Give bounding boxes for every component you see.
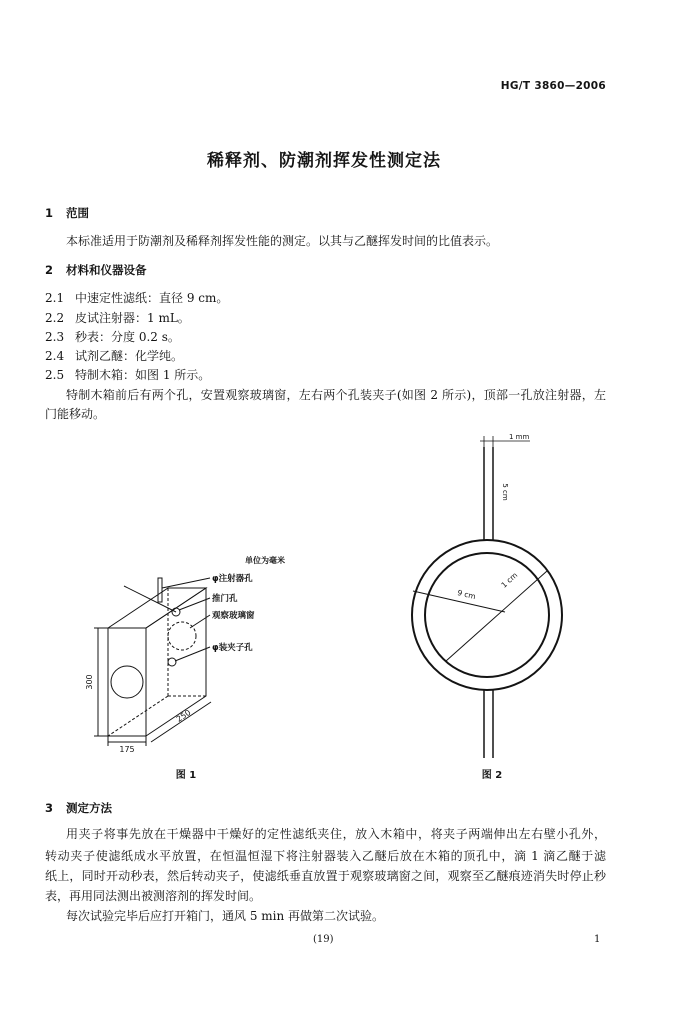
label-clamp-hole: φ装夹子孔 [212, 643, 253, 653]
item-text: 中速定性滤纸：直径 9 cm。 [75, 291, 229, 305]
ring-inner [425, 553, 549, 677]
section-number: 3 [45, 801, 54, 815]
figures [60, 425, 640, 790]
section-2-heading [45, 261, 147, 279]
section-title: 材料和仪器设备 [66, 263, 147, 277]
section-title: 范围 [66, 206, 89, 220]
item-number: 2.4 [45, 349, 65, 363]
leader-line [190, 615, 210, 628]
figure-1 [94, 578, 211, 746]
figure-1-caption: 图 1 [175, 770, 197, 781]
paragraph-line: 用夹子将事先放在干燥器中干燥好的定性滤纸夹住，放入木箱中，将夹子两端伸出左右壁小孔外， [66, 827, 606, 841]
section-3-heading [45, 799, 112, 817]
front-window-circle [111, 666, 143, 698]
item-text: 秒表：分度 0.2 s。 [75, 330, 180, 344]
syringe-shape [158, 578, 162, 602]
figure-1-text [85, 555, 285, 781]
section-number: 2 [45, 263, 54, 277]
leader-line [175, 647, 210, 661]
clamp-hole-circle [168, 658, 176, 666]
item-text: 试剂乙醚：化学纯。 [75, 349, 184, 363]
list-item [45, 289, 228, 307]
paragraph-line: 转动夹子使滤纸成水平放置，在恒温恒湿下将注射器装入乙醚后放在木箱的顶孔中，滴 1 滴乙醚于滤 [45, 849, 606, 863]
list-item [45, 347, 183, 365]
dimension-ring-label: 1 cm [499, 570, 520, 590]
item-text: 特制木箱：如图 1 所示。 [75, 368, 211, 382]
label-window: 观察玻璃窗 [212, 611, 255, 621]
leader-line [162, 578, 210, 588]
item-number: 2.5 [45, 368, 65, 382]
section-3-paragraph-2: 每次试验完毕后应打开箱门，通风 5 min 再做第二次试验。 [66, 909, 385, 923]
paragraph-line: 特制木箱前后有两个孔，安置观察玻璃窗，左右两个孔装夹子(如图 2 所示)，顶部一孔放注射器，左 [66, 388, 606, 402]
page-title: 稀释剂、防潮剂挥发性测定法 [207, 151, 441, 171]
dimension-height-label: 300 [85, 674, 94, 690]
dimension-line-ring [446, 571, 547, 661]
section-1-paragraph: 本标准适用于防潮剂及稀释剂挥发性能的测定。以其与乙醚挥发时间的比值表示。 [66, 234, 499, 248]
label-door-hole: 推门孔 [212, 594, 238, 604]
paragraph-line: 纸上，同时开动秒表，然后转动夹子，使滤纸垂直放置于观察玻璃窗之间，观察至乙醚痕迹消失时停止秒 [45, 869, 606, 883]
label-syringe-hole: φ注射器孔 [212, 574, 253, 584]
leader-line [179, 598, 210, 610]
box-top-face [108, 588, 206, 628]
item-text: 皮试注射器：1 mL。 [75, 311, 190, 325]
box-hidden-edge [108, 696, 168, 736]
figure-2-caption: 图 2 [481, 770, 503, 781]
standard-code: HG/T 3860—2006 [500, 80, 606, 92]
list-item [45, 328, 180, 346]
figure-2 [412, 436, 562, 758]
dimension-tube-width-label: 1 mm [509, 433, 530, 441]
dimension-width-label: 175 [119, 745, 135, 754]
paragraph-line: 门能移动。 [45, 407, 106, 421]
dimension-depth-label: 250 [174, 707, 193, 724]
paragraph-line: 表，再用同法测出被测溶剂的挥发时间。 [45, 889, 262, 903]
dimension-diameter-label: 9 cm [456, 588, 477, 602]
section-1-heading [45, 204, 89, 222]
page-code: (19) [313, 934, 334, 945]
page-number: 1 [594, 934, 601, 945]
ring-outer [412, 540, 562, 690]
list-item [45, 309, 190, 327]
item-number: 2.3 [45, 330, 65, 344]
section-number: 1 [45, 206, 54, 220]
box-front-face [108, 628, 146, 736]
item-number: 2.2 [45, 311, 65, 325]
section-title: 测定方法 [66, 801, 112, 815]
unit-note: 单位为毫米 [245, 556, 285, 565]
dimension-tube-length-label: 5 cm [501, 483, 509, 501]
item-number: 2.1 [45, 291, 65, 305]
right-window-circle [168, 622, 196, 650]
list-item [45, 366, 210, 384]
